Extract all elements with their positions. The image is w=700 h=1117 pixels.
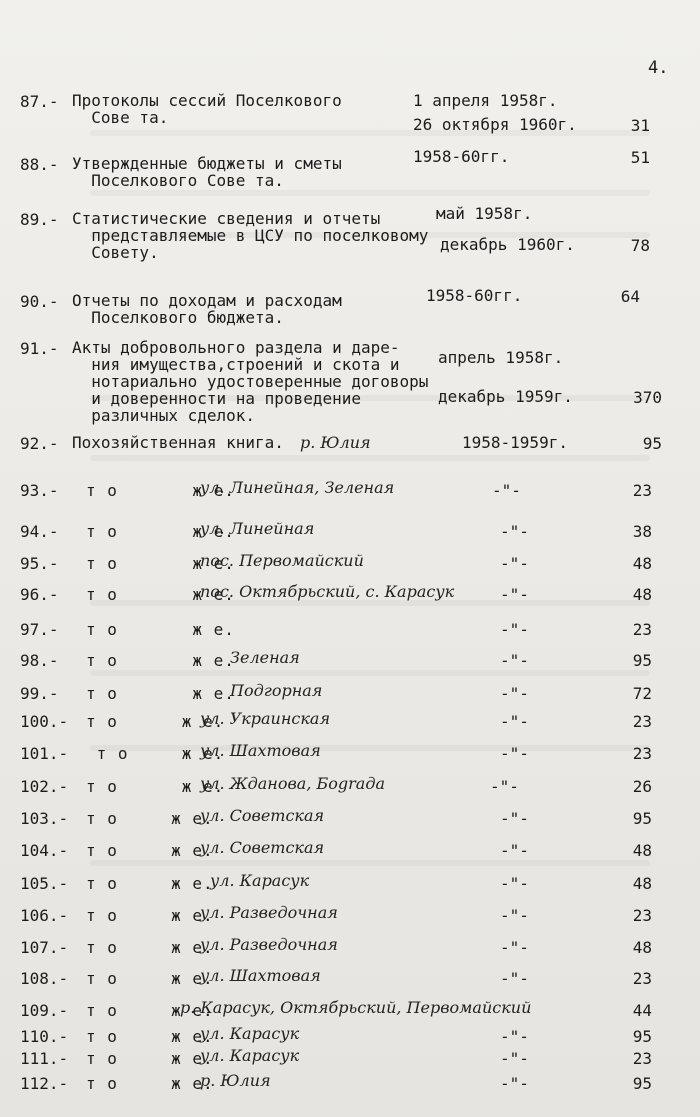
ditto-mark: -"- — [500, 585, 529, 604]
entry-date: 1958-1959г. — [462, 433, 568, 452]
entry-number: 87.- — [20, 92, 59, 111]
handwritten-note: ул. Линейная, Зеленая — [200, 478, 395, 497]
entry-number: 112.- — [20, 1074, 69, 1093]
handwritten-note: пос. Октябрьский, с. Карасук — [200, 582, 455, 601]
entry-number: 106.- — [20, 906, 69, 925]
entry-number: 90.- — [20, 292, 59, 311]
ditto-mark: -"- — [500, 712, 529, 731]
entry-title-same: т о ж е. — [86, 969, 214, 988]
entry-count: 95 — [632, 651, 652, 670]
entry-date-start: май 1958г. — [436, 204, 533, 223]
ditto-mark: -"- — [492, 481, 521, 500]
entry-count: 95 — [632, 1027, 652, 1046]
entry-title-same: т о ж е. — [86, 651, 235, 670]
entry-count: 48 — [632, 938, 652, 957]
ditto-mark: -"- — [500, 620, 529, 639]
entry-title-same: т о ж е. — [86, 777, 225, 796]
entry-count: 72 — [632, 684, 652, 703]
entry-title-same: т о ж е. — [86, 554, 235, 573]
entry-title: Акты добровольного раздела и даре- ния имущества,строений и скота и нотариально удостоверенные договоры и доверенности на проведение различных сделок. — [72, 338, 429, 425]
ditto-mark: -"- — [500, 938, 529, 957]
bleed-through-line — [90, 860, 650, 866]
entry-count: 51 — [630, 148, 650, 167]
entry-number: 107.- — [20, 938, 69, 957]
entry-date-start: апрель 1958г. — [438, 348, 564, 367]
entry-title-same: т о ж е. — [86, 744, 225, 763]
entry-count: 370 — [633, 388, 662, 407]
entry-count: 23 — [632, 744, 652, 763]
entry-title: Утвержденные бюджеты и сметы Поселкового Сове та. — [72, 154, 342, 190]
handwritten-note: ул. Разведочная — [200, 903, 338, 922]
entry-title-same: т о ж е. — [86, 1027, 214, 1046]
entry-count: 23 — [632, 1049, 652, 1068]
handwritten-note: пос. Первомайский — [200, 551, 364, 570]
handwritten-note: р. Юлия — [300, 433, 371, 452]
entry-count: 48 — [632, 841, 652, 860]
entry-number: 102.- — [20, 777, 69, 796]
page-number: 4. — [648, 58, 669, 78]
entry-number: 99.- — [20, 684, 59, 703]
entry-count: 23 — [632, 620, 652, 639]
handwritten-note: Зеленая — [230, 648, 300, 667]
entry-date: 1958-60гг. — [413, 147, 510, 166]
ditto-mark: -"- — [500, 969, 529, 988]
entry-count: 26 — [632, 777, 652, 796]
bleed-through-line — [90, 190, 650, 196]
entry-count: 44 — [632, 1001, 652, 1020]
entry-number: 89.- — [20, 210, 59, 229]
entry-title: Статистические сведения и отчеты представляемые в ЦСУ по поселковому Совету. — [72, 209, 429, 262]
handwritten-note: ул. Шахтовая — [200, 741, 321, 760]
entry-count: 38 — [632, 522, 652, 541]
bleed-through-line — [90, 670, 650, 676]
entry-number: 109.- — [20, 1001, 69, 1020]
entry-title-same: т о ж е. — [86, 585, 235, 604]
handwritten-note: ул. Карасук — [210, 871, 310, 890]
entry-number: 93.- — [20, 481, 59, 500]
entry-count: 23 — [632, 712, 652, 731]
entry-title-same: т о ж е. — [86, 684, 235, 703]
ditto-mark: -"- — [500, 841, 529, 860]
handwritten-note: ул. Шахтовая — [200, 966, 321, 985]
entry-number: 105.- — [20, 874, 69, 893]
entry-number: 95.- — [20, 554, 59, 573]
entry-title-same: т о ж е. — [86, 481, 235, 500]
handwritten-note: ул. Жданова, Бograда — [200, 774, 385, 793]
ditto-mark: -"- — [500, 1074, 529, 1093]
entry-count: 48 — [632, 585, 652, 604]
handwritten-note: р. Карасук, Октябрьский, Первомайский — [180, 998, 532, 1017]
entry-number: 97.- — [20, 620, 59, 639]
entry-count: 23 — [632, 906, 652, 925]
entry-number: 98.- — [20, 651, 59, 670]
entry-number: 108.- — [20, 969, 69, 988]
ditto-mark: -"- — [500, 906, 529, 925]
entry-number: 110.- — [20, 1027, 69, 1046]
entry-title-same: т о ж е. — [86, 841, 214, 860]
handwritten-note: ул. Карасук — [200, 1024, 300, 1043]
entry-number: 96.- — [20, 585, 59, 604]
ditto-mark: -"- — [500, 554, 529, 573]
handwritten-note: ул. Карасук — [200, 1046, 300, 1065]
ditto-mark: -"- — [500, 651, 529, 670]
entry-number: 100.- — [20, 712, 69, 731]
handwritten-note: ул. Советская — [200, 806, 325, 825]
handwritten-note: р. Юлия — [200, 1071, 271, 1090]
entry-number: 94.- — [20, 522, 59, 541]
entry-date-start: 1 апреля 1958г. — [413, 91, 558, 110]
entry-count: 64 — [620, 287, 640, 306]
handwritten-note: ул. Линейная — [200, 519, 315, 538]
entry-title-same: т о ж е. — [86, 522, 235, 541]
ditto-mark: -"- — [500, 1049, 529, 1068]
ditto-mark: -"- — [500, 1027, 529, 1046]
ditto-mark: -"- — [500, 522, 529, 541]
entry-number: 103.- — [20, 809, 69, 828]
entry-number: 101.- — [20, 744, 69, 763]
entry-count: 48 — [632, 874, 652, 893]
ditto-mark: -"- — [500, 684, 529, 703]
ditto-mark: -"- — [490, 777, 519, 796]
entry-title-same: т о ж е. — [86, 938, 214, 957]
bleed-through-line — [90, 455, 650, 461]
entry-title: Отчеты по доходам и расходам Поселкового бюджета. — [72, 291, 342, 327]
handwritten-note: ул. Украинская — [200, 709, 331, 728]
entry-title-same: т о ж е. — [86, 620, 235, 639]
entry-title-same: т о ж е. — [86, 1074, 214, 1093]
entry-title: Похозяйственная книга. — [72, 433, 284, 452]
entry-count: 95 — [642, 434, 662, 453]
entry-number: 91.- — [20, 339, 59, 358]
entry-date: 1958-60гг. — [426, 286, 523, 305]
entry-title: Протоколы сессий Поселкового Сове та. — [72, 91, 342, 127]
entry-count: 48 — [632, 554, 652, 573]
entry-count: 78 — [630, 236, 650, 255]
handwritten-note: ул. Разведочная — [200, 935, 338, 954]
entry-title-same: т о ж е. — [86, 809, 214, 828]
entry-number: 111.- — [20, 1049, 69, 1068]
entry-count: 31 — [630, 116, 650, 135]
entry-count: 23 — [632, 969, 652, 988]
ditto-mark: -"- — [500, 744, 529, 763]
entry-number: 92.- — [20, 434, 59, 453]
entry-count: 23 — [632, 481, 652, 500]
entry-title-same: т о ж е. — [86, 1049, 214, 1068]
ditto-mark: -"- — [500, 809, 529, 828]
entry-title-same: т о ж е. — [86, 874, 214, 893]
entry-count: 95 — [632, 1074, 652, 1093]
handwritten-note: ул. Советская — [200, 838, 325, 857]
entry-date-end: 26 октября 1960г. — [413, 115, 577, 134]
entry-date-end: декабрь 1959г. — [438, 387, 573, 406]
entry-number: 88.- — [20, 155, 59, 174]
entry-title-same: т о ж е. — [86, 906, 214, 925]
entry-title-same: т о ж е. — [86, 712, 225, 731]
handwritten-note: Подгорная — [230, 681, 323, 700]
entry-date-end: декабрь 1960г. — [440, 235, 575, 254]
entry-title-same: т о ж е. — [86, 1001, 214, 1020]
ditto-mark: -"- — [500, 874, 529, 893]
entry-count: 95 — [632, 809, 652, 828]
entry-number: 104.- — [20, 841, 69, 860]
